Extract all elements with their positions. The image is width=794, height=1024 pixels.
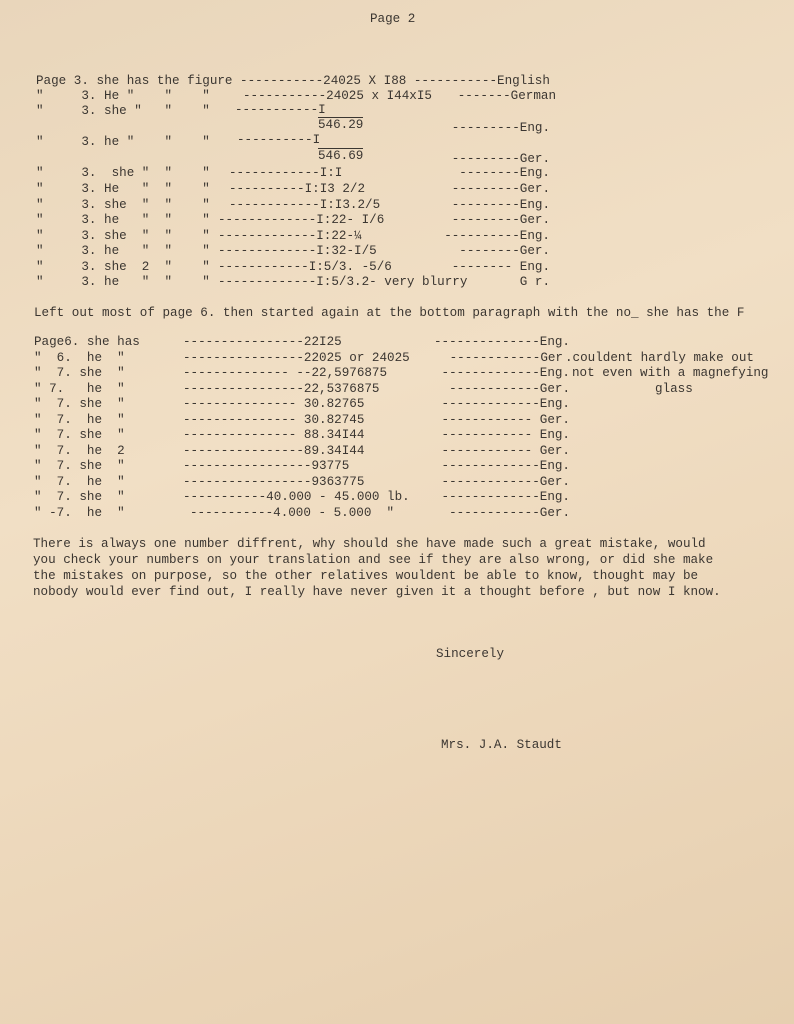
row-left: Page6. she has [34,335,140,349]
row-3-value: -----------I [235,103,326,117]
row-left: " 7. she " [34,490,125,504]
row-12-value: -------------I:5/3.2- very blurry [218,275,468,289]
row-7-lang: ---------Eng. [451,198,550,212]
row-lang: ------------ Ger. [441,413,570,427]
row-3-left: " 3. she " " " [36,104,210,118]
row-lang: ------------Ger. [449,382,570,396]
row-8-value: -------------I:22- I/6 [218,213,385,227]
row-10-left: " 3. he " " " [36,244,210,258]
row-value: ----------------22025 or 24025 [183,351,410,365]
row-4-value: ----------I [237,133,321,147]
row-2-lang: -------German [457,89,556,103]
paragraph-line: nobody would ever find out, I really have never given it a thought before , but now I know. [33,585,721,599]
row-left: " 7. she " [34,428,125,442]
row-2-value: -----------24025 x I44xI5 [243,89,432,103]
row-4-lang: ---------Ger. [451,152,550,166]
row-6-lang: ---------Ger. [451,182,550,196]
row-left: " -7. he " [34,506,125,520]
row-value: ----------------89.34I44 [183,444,365,458]
side-note-line: not even with a magnefying [572,366,769,380]
row-left: " 7. he " [34,475,125,489]
row-left: " 7. he 2 [34,444,125,458]
row-lang: -------------Eng. [441,459,570,473]
row-9-left: " 3. she " " " [36,229,210,243]
row-value: --------------- 30.82745 [183,413,365,427]
row-lang: -------------Eng. [441,490,570,504]
side-note-line: .couldent hardly make out [565,351,754,365]
row-10-value: -------------I:32-I/5 [218,244,377,258]
row-value: --------------- 30.82765 [183,397,365,411]
row-5-left: " 3. she " " " [36,166,210,180]
row-value: ----------------22I25 [183,335,342,349]
row-11-value: ------------I:5/3. -5/6 [218,260,392,274]
row-lang: --------------Eng. [433,335,570,349]
row-3-lang: ---------Eng. [451,121,550,135]
row-7-value: ------------I:I3.2/5 [229,198,381,212]
row-12-lang: G r. [519,275,550,289]
row-5-value: ------------I:I [229,166,343,180]
row-value: -----------------93775 [183,459,350,473]
row-6-left: " 3. He " " " [36,182,210,196]
row-value: -----------40.000 - 45.000 lb. [183,490,410,504]
row-value: -----------4.000 - 5.000 " [190,506,395,520]
row-left: " 7. she " [34,366,125,380]
row-3-denominator: 546.29 [318,118,364,132]
row-lang: ------------ Eng. [441,428,570,442]
row-lang: ------------ Ger. [441,444,570,458]
row-4-denominator: 546.69 [318,149,364,163]
row-left: " 7. he " [34,382,125,396]
row-8-left: " 3. he " " " [36,213,210,227]
row-lang: ------------Ger. [449,506,570,520]
row-value: ----------------22,5376875 [183,382,380,396]
row-10-lang: --------Ger. [459,244,550,258]
row-1: Page 3. she has the figure -----------24025 X I88 -----------English [36,74,550,88]
row-9-value: -------------I:22-¼ [218,229,362,243]
paragraph-line: you check your numbers on your translation and see if they are also wrong, or did she make [33,553,714,567]
signature: Mrs. J.A. Staudt [441,738,562,752]
page-label: Page 2 [370,12,416,26]
row-left: " 7. she " [34,459,125,473]
row-12-left: " 3. he " " " [36,275,210,289]
row-11-lang: -------- Eng. [451,260,550,274]
row-4-left: " 3. he " " " [36,135,210,149]
row-left: " 6. he " [34,351,125,365]
row-lang: -------------Eng. [441,366,570,380]
row-2-left: " 3. He " " " [36,89,210,103]
row-11-left: " 3. she 2 " " [36,260,210,274]
closing: Sincerely [436,647,505,661]
row-lang: -------------Ger. [441,475,570,489]
row-5-lang: --------Eng. [459,166,550,180]
side-note-line: glass [655,382,693,396]
row-lang: ------------Ger [449,351,563,365]
paragraph-line: the mistakes on purpose, so the other relatives wouldent be able to know, thought may be [33,569,699,583]
row-value: -----------------9363775 [183,475,365,489]
row-value: -------------- --22,5976875 [183,366,388,380]
section2-intro: Left out most of page 6. then started again at the bottom paragraph with the no_ she has the F [34,306,745,320]
paragraph-line: There is always one number diffrent, why should she have made such a great mistake, would [33,537,706,551]
row-7-left: " 3. she " " " [36,198,210,212]
row-value: --------------- 88.34I44 [183,428,365,442]
row-left: " 7. she " [34,397,125,411]
row-left: " 7. he " [34,413,125,427]
row-lang: -------------Eng. [441,397,570,411]
row-6-value: ----------I:I3 2/2 [229,182,366,196]
row-9-lang: ----------Eng. [444,229,550,243]
row-8-lang: ---------Ger. [451,213,550,227]
